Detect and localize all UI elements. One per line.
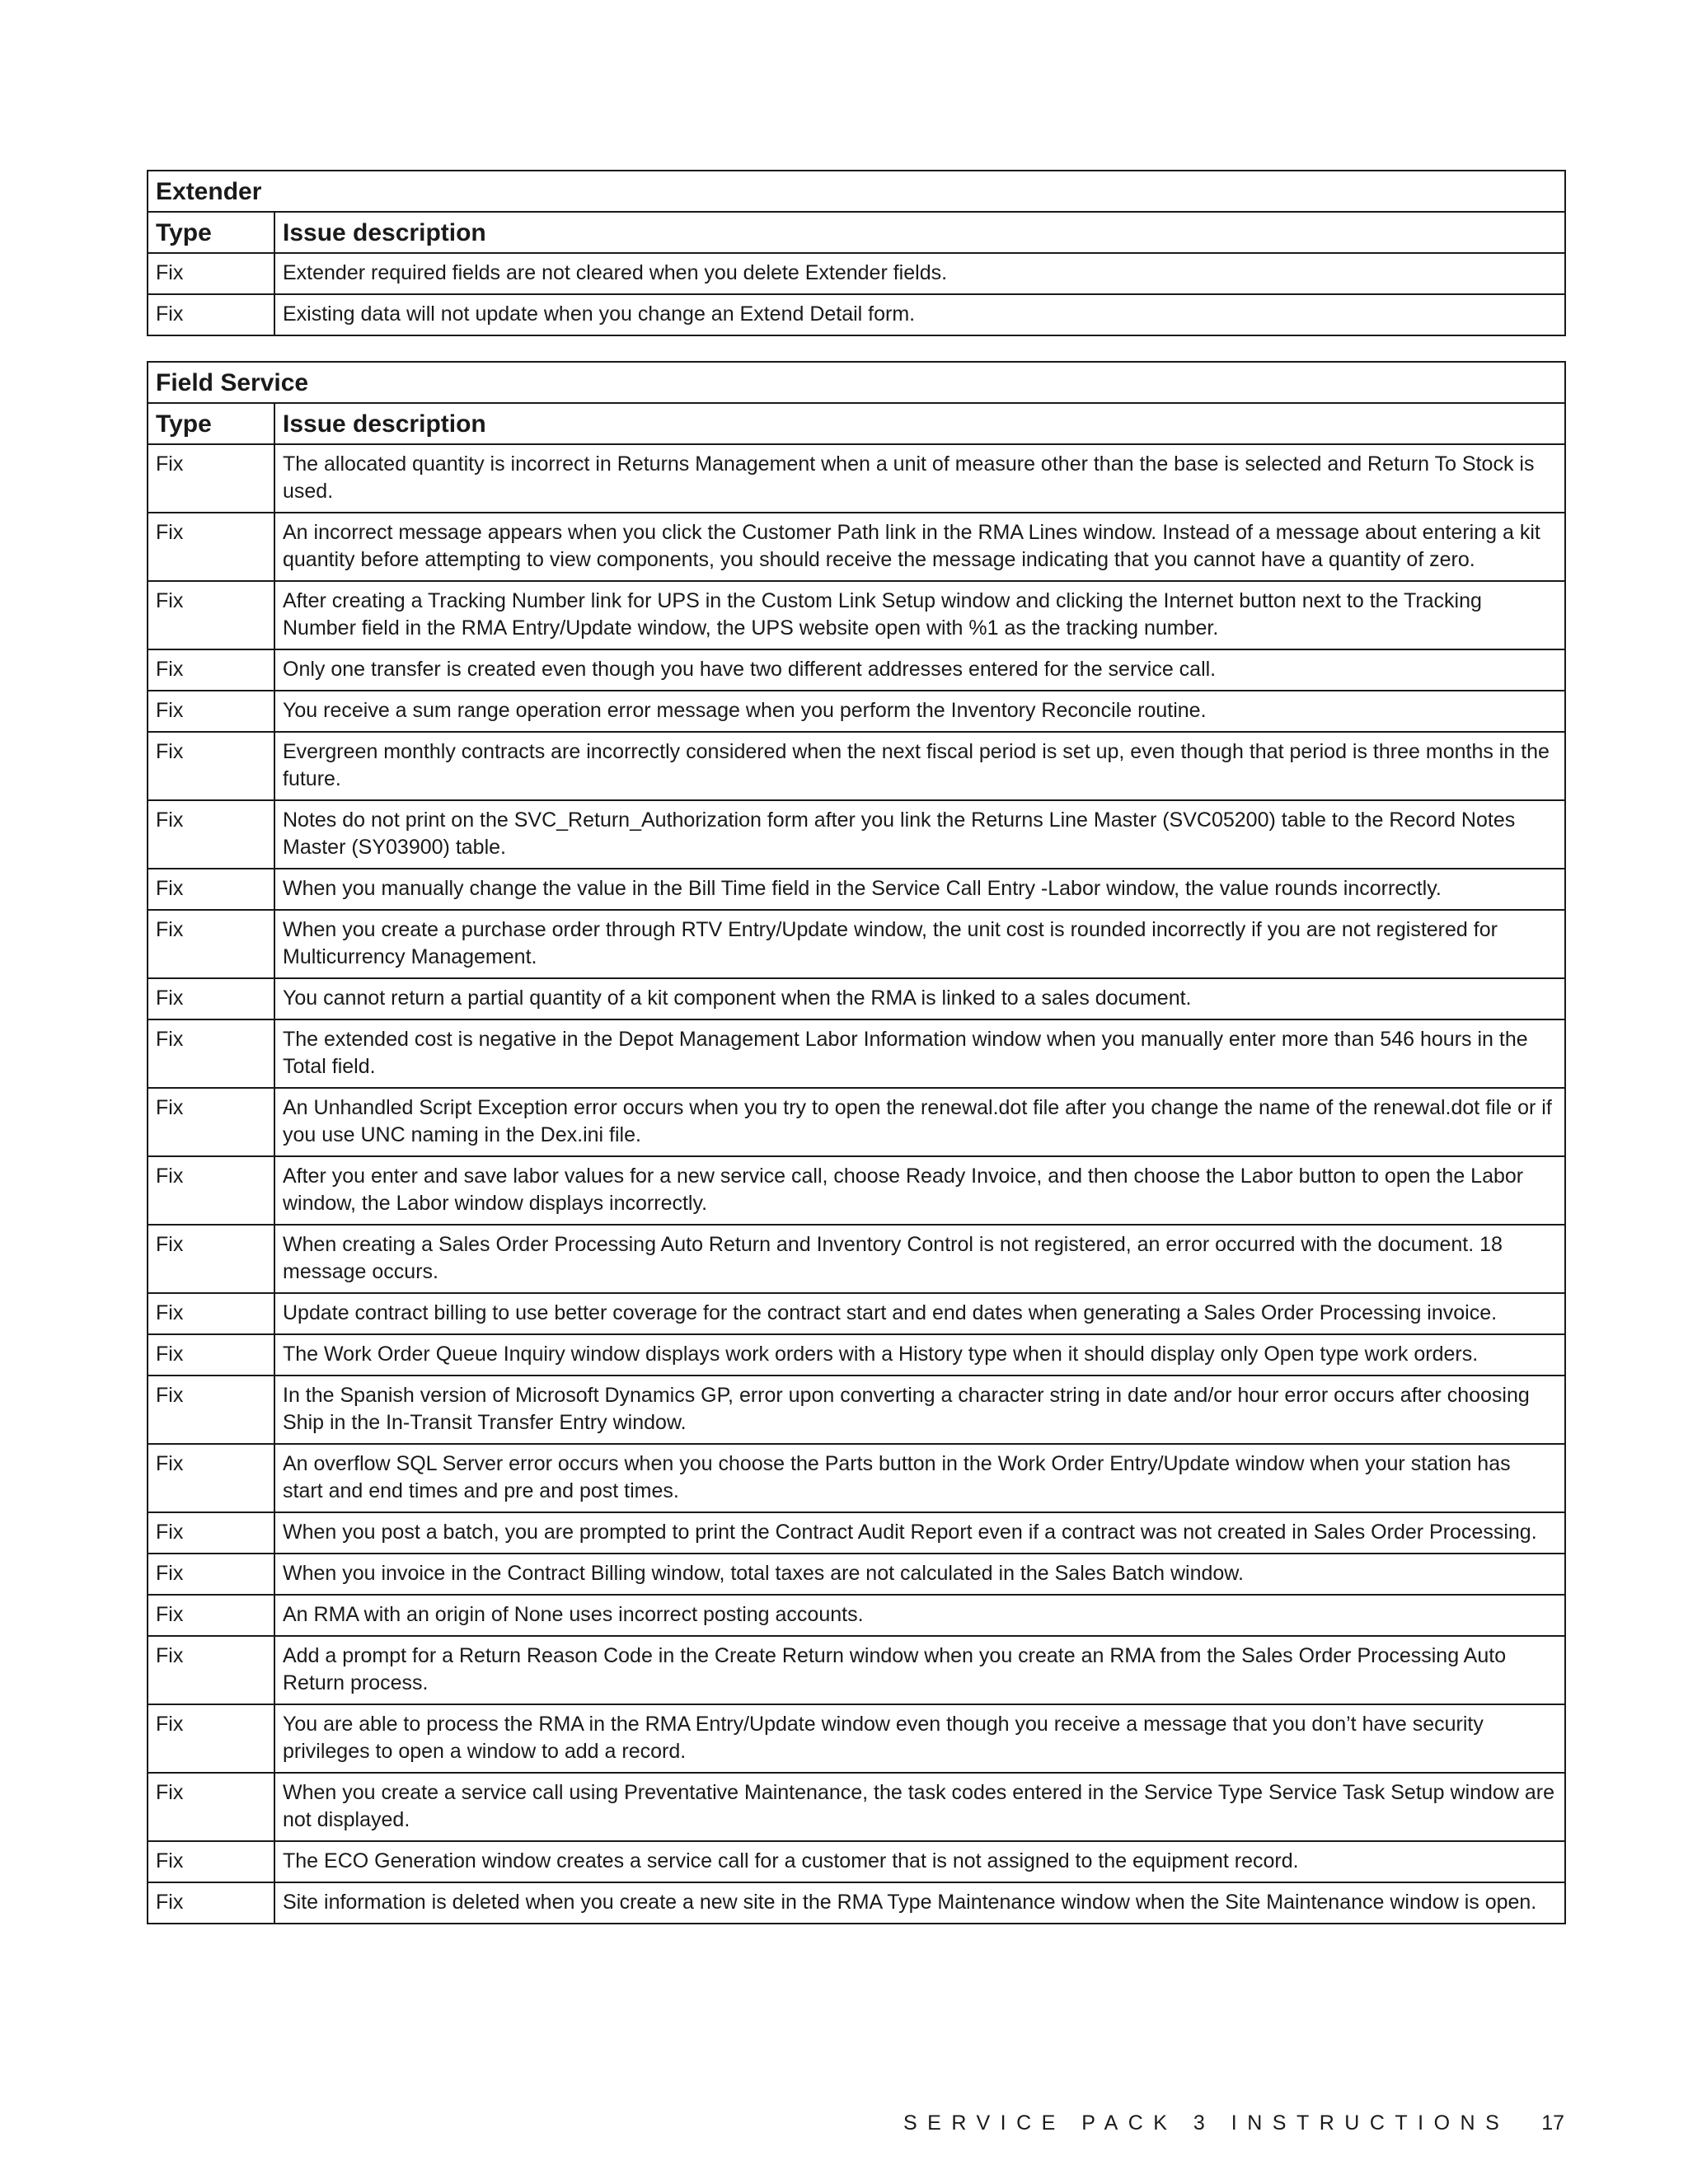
table-row	[148, 1293, 1565, 1334]
table-row	[148, 649, 1565, 691]
issue-type: Fix	[148, 732, 274, 800]
issue-type: Fix	[148, 1882, 274, 1924]
section-title: Extender	[148, 171, 1565, 212]
issue-type: Fix	[148, 1636, 274, 1704]
page-footer	[903, 2108, 1564, 2138]
issue-description: Existing data will not update when you change an Extend Detail form.	[274, 294, 1565, 335]
table-row	[148, 1334, 1565, 1376]
issue-description: When you invoice in the Contract Billing window, total taxes are not calculated in the Sales Batch window.	[274, 1554, 1565, 1595]
column-header-row	[148, 403, 1565, 444]
table-row	[148, 800, 1565, 869]
issue-type: Fix	[148, 910, 274, 978]
issue-type: Fix	[148, 1334, 274, 1376]
issue-description: An RMA with an origin of None uses incorrect posting accounts.	[274, 1595, 1565, 1636]
table-row	[148, 581, 1565, 649]
issue-type: Fix	[148, 691, 274, 732]
issue-description: After creating a Tracking Number link for UPS in the Custom Link Setup window and clicking the Internet button next to the Tracking Number field in the RMA Entry/Update window, the UPS website open with %1 as the tracking number.	[274, 581, 1565, 649]
issue-description: Update contract billing to use better coverage for the contract start and end dates when generating a Sales Order Processing invoice.	[274, 1293, 1565, 1334]
issue-description: An incorrect message appears when you click the Customer Path link in the RMA Lines window. Instead of a message about entering a kit quantity before attempting to view components, you should receive the message indicating that you cannot have a quantity of zero.	[274, 513, 1565, 581]
issue-type: Fix	[148, 978, 274, 1019]
issue-description: Site information is deleted when you create a new site in the RMA Type Maintenance window when the Site Maintenance window is open.	[274, 1882, 1565, 1924]
table-row	[148, 253, 1565, 294]
field-service-table	[147, 361, 1566, 1924]
section-title: Field Service	[148, 362, 1565, 403]
issue-description: You are able to process the RMA in the RMA Entry/Update window even though you receive a message that you don’t have security privileges to open a window to add a record.	[274, 1704, 1565, 1773]
table-row	[148, 444, 1565, 513]
issue-description: You cannot return a partial quantity of a kit component when the RMA is linked to a sales document.	[274, 978, 1565, 1019]
issue-description: After you enter and save labor values for a new service call, choose Ready Invoice, and then choose the Labor button to open the Labor window, the Labor window displays incorrectly.	[274, 1156, 1565, 1225]
table-row	[148, 1554, 1565, 1595]
issue-type: Fix	[148, 513, 274, 581]
table-row	[148, 1773, 1565, 1841]
issue-description: An Unhandled Script Exception error occurs when you try to open the renewal.dot file after you change the name of the renewal.dot file or if you use UNC naming in the Dex.ini file.	[274, 1088, 1565, 1156]
table-row	[148, 1882, 1565, 1924]
issue-type: Fix	[148, 1225, 274, 1293]
page-number: 17	[1541, 2111, 1564, 2135]
table-row	[148, 1595, 1565, 1636]
issue-type: Fix	[148, 800, 274, 869]
issue-type: Fix	[148, 1773, 274, 1841]
table-row	[148, 1704, 1565, 1773]
issue-description: An overflow SQL Server error occurs when you choose the Parts button in the Work Order Entry/Update window when your station has start and end times and pre and post times.	[274, 1444, 1565, 1512]
issue-type: Fix	[148, 649, 274, 691]
section-title-row	[148, 362, 1565, 403]
issue-type: Fix	[148, 869, 274, 910]
section-title-row	[148, 171, 1565, 212]
issue-type: Fix	[148, 581, 274, 649]
issue-type: Fix	[148, 1088, 274, 1156]
table-row	[148, 294, 1565, 335]
table-row	[148, 1156, 1565, 1225]
table-row	[148, 513, 1565, 581]
table-row	[148, 1636, 1565, 1704]
extender-table	[147, 170, 1566, 336]
issue-type: Fix	[148, 294, 274, 335]
issue-type: Fix	[148, 1841, 274, 1882]
column-header-issue-description: Issue description	[274, 403, 1565, 444]
issue-type: Fix	[148, 253, 274, 294]
issue-description: When you create a purchase order through RTV Entry/Update window, the unit cost is rounded incorrectly if you are not registered for Multicurrency Management.	[274, 910, 1565, 978]
issue-description: Only one transfer is created even though you have two different addresses entered for the service call.	[274, 649, 1565, 691]
column-header-type: Type	[148, 212, 274, 253]
issue-description: Notes do not print on the SVC_Return_Authorization form after you link the Returns Line Master (SVC05200) table to the Record Notes Master (SY03900) table.	[274, 800, 1565, 869]
table-row	[148, 691, 1565, 732]
issue-type: Fix	[148, 1156, 274, 1225]
issue-description: When you create a service call using Preventative Maintenance, the task codes entered in the Service Type Service Task Setup window are not displayed.	[274, 1773, 1565, 1841]
column-header-type: Type	[148, 403, 274, 444]
issue-type: Fix	[148, 1019, 274, 1088]
issue-type: Fix	[148, 1293, 274, 1334]
table-body	[148, 253, 1565, 335]
column-header-row	[148, 212, 1565, 253]
issue-description: The extended cost is negative in the Depot Management Labor Information window when you manually enter more than 546 hours in the Total field.	[274, 1019, 1565, 1088]
table-row	[148, 978, 1565, 1019]
issue-type: Fix	[148, 444, 274, 513]
footer-title: SERVICE PACK 3 INSTRUCTIONS	[903, 2111, 1510, 2135]
table-row	[148, 1019, 1565, 1088]
issue-description: When you post a batch, you are prompted to print the Contract Audit Report even if a contract was not created in Sales Order Processing.	[274, 1512, 1565, 1554]
issue-type: Fix	[148, 1595, 274, 1636]
table-row	[148, 869, 1565, 910]
table-row	[148, 1841, 1565, 1882]
issue-description: In the Spanish version of Microsoft Dynamics GP, error upon converting a character string in date and/or hour error occurs after choosing Ship in the In-Transit Transfer Entry window.	[274, 1376, 1565, 1444]
issue-description: When you manually change the value in the Bill Time field in the Service Call Entry -Labor window, the value rounds incorrectly.	[274, 869, 1565, 910]
issue-description: When creating a Sales Order Processing Auto Return and Inventory Control is not registered, an error occurred with the document. 18 message occurs.	[274, 1225, 1565, 1293]
table-row	[148, 732, 1565, 800]
table-row	[148, 1444, 1565, 1512]
issue-description: Evergreen monthly contracts are incorrectly considered when the next fiscal period is set up, even though that period is three months in the future.	[274, 732, 1565, 800]
table-row	[148, 1512, 1565, 1554]
issue-type: Fix	[148, 1554, 274, 1595]
table-row	[148, 910, 1565, 978]
issue-type: Fix	[148, 1512, 274, 1554]
table-row	[148, 1225, 1565, 1293]
issue-type: Fix	[148, 1376, 274, 1444]
issue-description: Extender required fields are not cleared when you delete Extender fields.	[274, 253, 1565, 294]
issue-description: The ECO Generation window creates a service call for a customer that is not assigned to the equipment record.	[274, 1841, 1565, 1882]
table-row	[148, 1088, 1565, 1156]
issue-description: The allocated quantity is incorrect in Returns Management when a unit of measure other than the base is selected and Return To Stock is used.	[274, 444, 1565, 513]
issue-type: Fix	[148, 1704, 274, 1773]
column-header-issue-description: Issue description	[274, 212, 1565, 253]
issue-type: Fix	[148, 1444, 274, 1512]
issue-description: The Work Order Queue Inquiry window displays work orders with a History type when it should display only Open type work orders.	[274, 1334, 1565, 1376]
issue-description: You receive a sum range operation error message when you perform the Inventory Reconcile routine.	[274, 691, 1565, 732]
issue-description: Add a prompt for a Return Reason Code in the Create Return window when you create an RMA from the Sales Order Processing Auto Return process.	[274, 1636, 1565, 1704]
table-body	[148, 444, 1565, 1924]
table-row	[148, 1376, 1565, 1444]
